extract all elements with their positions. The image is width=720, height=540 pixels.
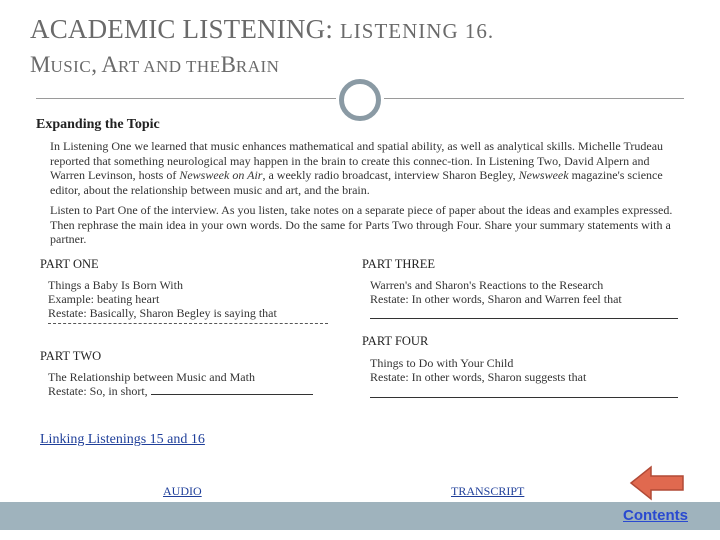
part-four-line1: Things to Do with Your Child xyxy=(370,356,514,370)
part-four-title: PART FOUR xyxy=(362,334,429,348)
subtitle-rt: RT AND THE xyxy=(118,57,221,76)
part-two-line1: The Relationship between Music and Math xyxy=(48,370,255,384)
transcript-link[interactable]: TRANSCRIPT xyxy=(451,484,525,498)
part-one-line2: Example: beating heart xyxy=(48,292,160,306)
part-two-title: PART TWO xyxy=(40,349,102,363)
part-one-title: PART ONE xyxy=(40,257,99,271)
part-two-line2 xyxy=(48,384,313,398)
page-title-listening: LISTENING 16. xyxy=(339,19,495,43)
page-subtitle xyxy=(30,52,279,78)
subtitle-rain: RAIN xyxy=(235,57,280,76)
subtitle-m: M xyxy=(30,52,51,77)
footer-bar xyxy=(0,502,720,530)
part-four-answer-line xyxy=(370,397,678,398)
header-divider-right xyxy=(384,98,684,99)
part-three-title: PART THREE xyxy=(362,257,435,271)
instructions-paragraph: Listen to Part One of the interview. As you listen, take notes on a separate piece of paper about the ideas and examples expressed. Then rephrase the main idea in your own words. Do the same for Parts Two through Four. Share your summary statements with a partner. xyxy=(50,203,673,246)
part-one-answer-line xyxy=(48,323,328,324)
part-three-answer-line xyxy=(370,318,678,319)
contents-link[interactable]: Contents xyxy=(623,507,688,524)
part-two-answer-blank xyxy=(151,384,313,395)
part-one-line1: Things a Baby Is Born With xyxy=(48,278,183,292)
intro-italic-1: Newsweek on Air xyxy=(179,168,263,182)
part-three-line2: Restate: In other words, Sharon and Warren feel that xyxy=(370,292,622,306)
part-four-line2: Restate: In other words, Sharon suggests that xyxy=(370,370,587,384)
audio-link[interactable]: AUDIO xyxy=(163,484,202,498)
subtitle-b: B xyxy=(220,52,236,77)
left-arrow-icon xyxy=(629,465,685,501)
intro-text-1: In Listening One we learned that music enhances mathematical and spatial ability, as well as analytical skills. Michelle Trudeau reported that something neurological may happen in the brain to create this connec-tion. In Listening Two, David Alpern and Warren Levinson, hosts of xyxy=(50,139,664,182)
intro-text-2: , a weekly radio broadcast, interview Sharon Begley, xyxy=(262,168,519,182)
section-title: Expanding the Topic xyxy=(36,117,160,132)
subtitle-usic: USIC xyxy=(50,57,92,76)
ring-ornament-icon xyxy=(339,79,381,121)
intro-paragraph xyxy=(50,139,680,197)
linking-listenings-link[interactable]: Linking Listenings 15 and 16 xyxy=(40,432,205,447)
back-arrow-button[interactable] xyxy=(629,465,685,501)
intro-italic-2: Newsweek xyxy=(518,168,569,182)
header-divider-left xyxy=(36,98,336,99)
part-two-restate: Restate: So, in short, xyxy=(48,384,148,398)
subtitle-sep: , A xyxy=(91,52,119,77)
part-one-line3: Restate: Basically, Sharon Begley is saying that xyxy=(48,306,277,320)
part-three-line1: Warren's and Sharon's Reactions to the Research xyxy=(370,278,604,292)
intro-text-3: magazine's science editor, about the relationship between music and art, and the brain. xyxy=(50,168,663,197)
page-title xyxy=(30,14,494,45)
page-title-main: ACADEMIC LISTENING: xyxy=(30,14,340,44)
